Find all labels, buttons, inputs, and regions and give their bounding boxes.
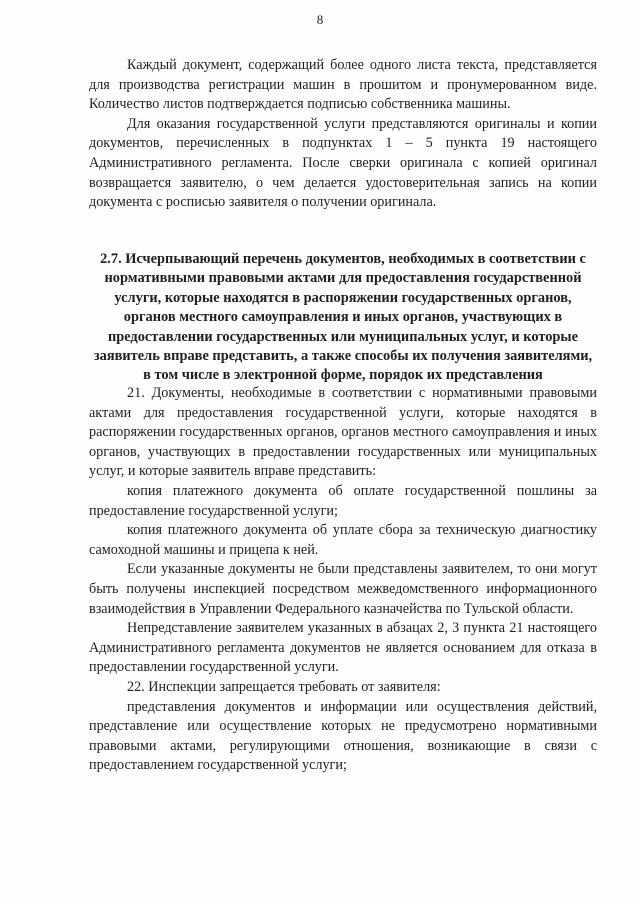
paragraph: Непредставление заявителем указанных в абзацах 2, 3 пункта 21 настоящего Административного регламента документов не является основанием для отказа в предоставлении государственной услуги.: [89, 620, 597, 676]
paragraph: Для оказания государственной услуги представляются оригиналы и копии документов, перечисленных в подпунктах 1 – 5 пункта 19 настоящего Административного регламента. После сверки оригинала с копией оригинал возвращается заявителю, о чем делается удостоверительная запись на копии документа с росписью заявителя о получении оригинала.: [89, 115, 597, 211]
paragraph: 22. Инспекции запрещается требовать от заявителя:: [127, 678, 441, 695]
paragraph: Если указанные документы не были представлены заявителем, то они могут быть получены инспекцией посредством межведомственного информационного взаимодействия в Управлении Федерального казначейства по Тульской области.: [89, 561, 597, 617]
page-number: 8: [316, 12, 324, 27]
paragraph: представления документов и информации или осуществления действий, представление или осуществление которых не предусмотрено нормативными правовыми актами, регулирующими отношения, возникающие в связи с предоставлением государственной услуги;: [89, 698, 597, 774]
paragraph: Каждый документ, содержащий более одного листа текста, представляется для производства регистрации машин в прошитом и пронумерованном виде. Количество листов подтверждается подписью собственника машины.: [89, 57, 597, 113]
section-documents-list: [89, 384, 597, 776]
section-heading: 2.7. Исчерпывающий перечень документов, необходимых в соответствии с нормативными правовыми актами для предоставления государственной услуги, которые находятся в распоряжении государственных органов, органов местного самоуправления и иных органов, участвующих в предоставлении государственных или муниципальных услуг, и которые заявитель вправе представить, а также способы их получения заявителями, в том числе в электронной форме, порядок их представления: [93, 251, 593, 384]
section-requirements: [89, 56, 597, 213]
paragraph: копия платежного документа об оплате государственной пошлины за предоставление государственной услуги;: [89, 482, 597, 519]
paragraph: копия платежного документа об уплате сбора за техническую диагностику самоходной машины и прицепа к ней.: [89, 522, 597, 558]
paragraph: 21. Документы, необходимые в соответствии с нормативными правовыми актами для предоставления государственной услуги, которые находятся в распоряжении государственных органов, органов местного самоуправления и иных органов, участвующих в предоставлении государственных или муниципальных услуг, и которые заявитель вправе представить:: [89, 385, 597, 480]
